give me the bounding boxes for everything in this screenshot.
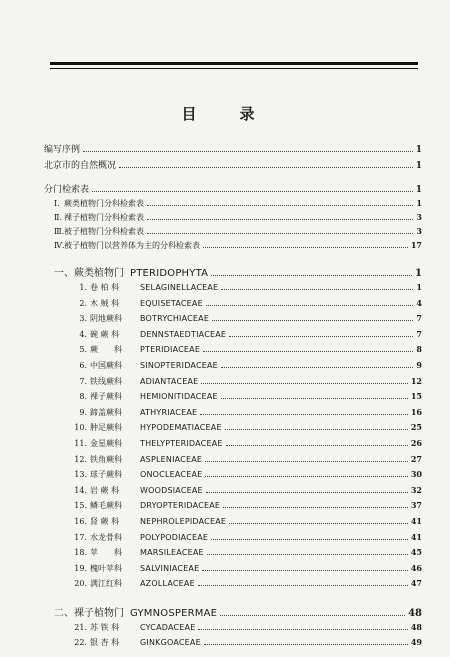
toc-division-pteridophyta: 一、蕨类植物门 PTERIDOPHYTA 1 <box>54 268 422 279</box>
toc-division-gymnospermae: 二、裸子植物门 GYMNOSPERMAE 48 <box>54 607 422 619</box>
toc-family-entry: 3. 阴地蕨科 BOTRYCHIACEAE 7 <box>79 313 422 324</box>
toc-family-entry: 19. 槐叶苹科 SALVINIACEAE 46 <box>74 562 422 573</box>
toc-key-entry: Ⅳ. 被子植物门以营养体为主的分科检索表 17 <box>54 240 422 250</box>
toc-key-entry: Ⅰ. 蕨类植物门分科检索表 1 <box>54 198 422 208</box>
toc-family-entry: 11. 金星蕨科 THELYPTERIDACEAE 26 <box>74 437 422 448</box>
page-title: 目 录 <box>181 105 269 123</box>
header-rule-thick <box>50 62 418 65</box>
toc-family-entry: 7. 铁线蕨科 ADIANTACEAE 12 <box>79 375 422 386</box>
toc-family-entry: 5. 蕨 科 PTERIDIACEAE 8 <box>79 344 422 355</box>
toc-family-entry: 14. 岩 蕨 科 WOODSIACEAE 32 <box>74 484 422 495</box>
header-rule-thin <box>50 68 418 69</box>
toc-family-entry: 18. 苹 科 MARSILEACEAE 45 <box>74 547 422 558</box>
toc-family-entry: 2. 木 贼 科 EQUISETACEAE 4 <box>79 297 422 308</box>
toc-family-entry: 4. 碗 蕨 科 DENNSTAEDTIACEAE 7 <box>79 328 422 339</box>
toc-family-entry: 10. 肿足蕨科 HYPODEMATIACEAE 25 <box>74 422 422 433</box>
toc-family-entry: 17. 水龙骨科 POLYPODIACEAE 41 <box>74 531 422 542</box>
toc-key-entry: Ⅲ. 被子植物门分科检索表 3 <box>54 226 422 236</box>
toc-family-entry: 8. 裸子蕨科 HEMIONITIDACEAE 15 <box>79 391 422 402</box>
toc-family-entry: 1. 卷 柏 科 SELAGINELLACEAE 1 <box>79 282 422 292</box>
toc-family-entry: 12. 铁角蕨科 ASPLENIACEAE 27 <box>74 453 422 464</box>
toc-entry: 北京市的自然概况 1 <box>44 161 422 171</box>
toc-family-entry: 22. 银 杏 科 GINKGOACEAE 49 <box>74 637 422 648</box>
toc-family-entry: 13. 球子蕨科 ONOCLEACEAE 30 <box>74 469 422 480</box>
toc-family-entry: 20. 满江红科 AZOLLACEAE 47 <box>74 578 422 589</box>
toc-family-entry: 21. 苏 铁 科 CYCADACEAE 48 <box>74 621 422 632</box>
toc-key-entry: Ⅱ. 裸子植物门分科检索表 3 <box>54 212 422 222</box>
toc-family-entry: 9. 蹄盖蕨科 ATHYRIACEAE 16 <box>79 406 422 417</box>
toc-entry: 编写序例 1 <box>44 145 422 155</box>
toc-family-entry: 16. 肾 蕨 科 NEPHROLEPIDACEAE 41 <box>74 515 422 526</box>
toc-family-entry: 15. 鳞毛蕨科 DRYOPTERIDACEAE 37 <box>74 500 422 511</box>
toc-family-entry: 6. 中国蕨科 SINOPTERIDACEAE 9 <box>79 359 422 370</box>
table-of-contents <box>44 142 422 653</box>
toc-entry-keys-heading: 分门检索表 1 <box>44 185 422 195</box>
